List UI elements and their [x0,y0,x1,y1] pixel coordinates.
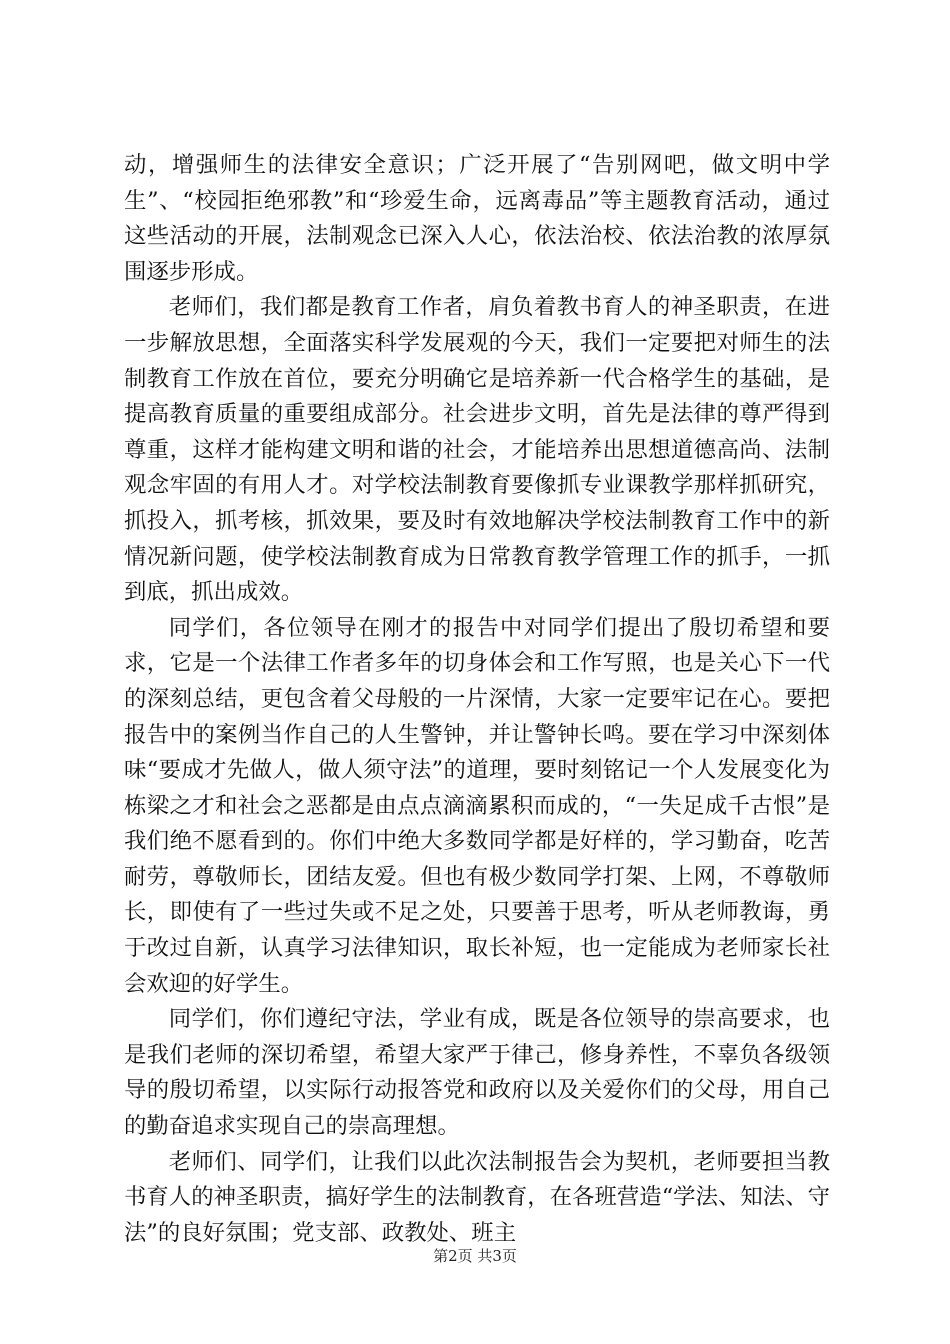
paragraph-1: 动，增强师生的法律安全意识；广泛开展了“告别网吧，做文明中学生”、“校园拒绝邪教”和“珍爱生命，远离毒品”等主题教育活动，通过这些活动的开展，法制观念已深入人心，依法治校、依法治教的浓厚氛围逐步形成。 [124,152,830,285]
paragraph-3: 同学们，各位领导在刚才的报告中对同学们提出了殷切希望和要求，它是一个法律工作者多年的切身体会和工作写照，也是关心下一代的深刻总结，更包含着父母般的一片深情，大家一定要牢记在心。要把报告中的案例当作自己的人生警钟，并让警钟长鸣。要在学习中深刻体味“要成才先做人，做人须守法”的道理，要时刻铭记一个人发展变化为栋梁之才和社会之恶都是由点点滴滴累积而成的，“一失足成千古恨”是我们绝不愿看到的。你们中绝大多数同学都是好样的，学习勤奋，吃苦耐劳，尊敬师长，团结友爱。但也有极少数同学打架、上网，不尊敬师长，即使有了一些过失或不足之处，只要善于思考，听从老师教诲，勇于改过自新，认真学习法律知识，取长补短，也一定能成为老师家长社会欢迎的好学生。 [124,614,830,997]
paragraph-5: 老师们、同学们，让我们以此次法制报告会为契机，老师要担当教书育人的神圣职责，搞好学生的法制教育，在各班营造“学法、知法、守法”的良好氛围；党支部、政教处、班主 [124,1148,830,1246]
document-body [124,148,830,1251]
paragraph-2: 老师们，我们都是教育工作者，肩负着教书育人的神圣职责，在进一步解放思想，全面落实科学发展观的今天，我们一定要把对师生的法制教育工作放在首位，要充分明确它是培养新一代合格学生的基础，是提高教育质量的重要组成部分。社会进步文明，首先是法律的尊严得到尊重，这样才能构建文明和谐的社会，才能培养出思想道德高尚、法制观念牢固的有用人才。对学校法制教育要像抓专业课教学那样抓研究，抓投入，抓考核，抓效果，要及时有效地解决学校法制教育工作中的新情况新问题，使学校法制教育成为日常教育教学管理工作的抓手，一抓到底，抓出成效。 [124,294,830,606]
page-number-footer: 第2页 共3页 [433,1247,517,1265]
paragraph-4: 同学们，你们遵纪守法，学业有成，既是各位领导的崇高要求，也是我们老师的深切希望，希望大家严于律己，修身养性，不辜负各级领导的殷切希望，以实际行动报答党和政府以及关爱你们的父母，用自己的勤奋追求实现自己的崇高理想。 [124,1006,830,1140]
